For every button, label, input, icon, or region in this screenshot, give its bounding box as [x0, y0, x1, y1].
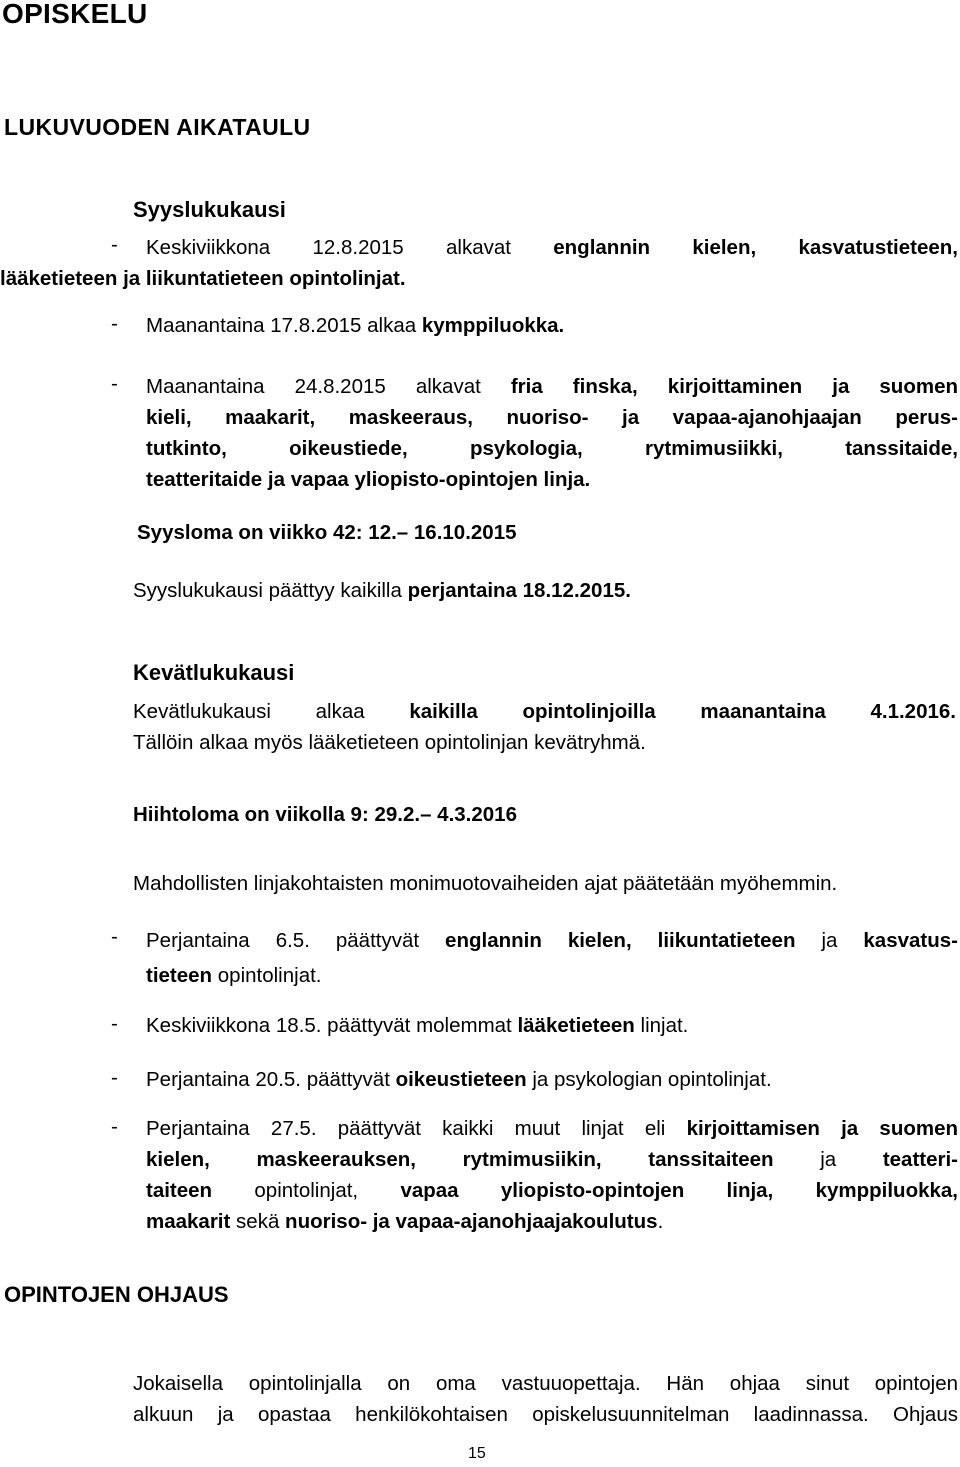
- list-dash: -: [111, 1012, 118, 1035]
- syysloma-note: Syysloma on viikko 42: 12.– 16.10.2015: [137, 521, 517, 544]
- syyslukukausi-end: Syyslukukausi päättyy kaikilla perjantaina 18.12.2015.: [133, 579, 631, 602]
- list-dash: -: [111, 233, 118, 256]
- list-item-line: kieli, maakarit, maskeeraus, nuoriso- ja vapaa-ajanohjaajan perus-: [146, 406, 958, 429]
- list-item-line: Perjantaina 27.5. päättyvät kaikki muut linjat eli kirjoittamisen ja suomen: [146, 1117, 959, 1140]
- list-item-kevat-1: [146, 923, 958, 993]
- list-dash: -: [111, 1066, 118, 1089]
- section-heading-aikataulu: LUKUVUODEN AIKATAULU: [4, 114, 311, 140]
- list-item-syys-2: Maanantaina 17.8.2015 alkaa kymppiluokka.: [146, 314, 565, 337]
- kevatlukukausi-start: [133, 696, 956, 758]
- section-heading-ohjaus: OPINTOJEN OHJAUS: [4, 1282, 229, 1307]
- monimuoto-note: Mahdollisten linjakohtaisten monimuotovaiheiden ajat päätetään myöhemmin.: [133, 872, 838, 895]
- hiihtoloma-note: Hiihtoloma on viikolla 9: 29.2.– 4.3.2016: [133, 803, 517, 826]
- list-item-syys-1: [0, 232, 958, 294]
- page-title: OPISKELU: [2, 0, 148, 29]
- list-dash: -: [111, 1115, 118, 1138]
- list-dash: -: [111, 312, 118, 335]
- list-item-line: teatteritaide ja vapaa yliopisto-opintojen linja.: [146, 468, 591, 491]
- list-item-line: Maanantaina 24.8.2015 alkavat fria finska, kirjoittaminen ja suomen: [146, 375, 958, 398]
- list-item-line: Keskiviikkona 12.8.2015 alkavat englannin kielen, kasvatustieteen,: [146, 236, 958, 259]
- list-item-line: kielen, maskeerauksen, rytmimusiikin, tanssitaiteen ja teatteri-: [146, 1148, 958, 1171]
- list-item-line: Perjantaina 6.5. päättyvät englannin kielen, liikuntatieteen ja kasvatus-: [146, 929, 958, 952]
- list-item-kevat-3: Perjantaina 20.5. päättyvät oikeustieteen ja psykologian opintolinjat.: [146, 1068, 772, 1091]
- list-dash: -: [111, 925, 118, 948]
- page-number: 15: [468, 1445, 486, 1462]
- ohjaus-paragraph: [133, 1368, 958, 1430]
- syyslukukausi-heading: Syyslukukausi: [133, 197, 286, 222]
- list-item-kevat-2: Keskiviikkona 18.5. päättyvät molemmat lääketieteen linjat.: [146, 1014, 689, 1037]
- list-item-syys-3: [146, 371, 958, 495]
- paragraph-line: Kevätlukukausi alkaa kaikilla opintolinjoilla maanantaina 4.1.2016.: [133, 700, 956, 723]
- list-item-line: lääketieteen ja liikuntatieteen opintolinjat.: [0, 267, 406, 290]
- list-item-kevat-4: [146, 1113, 958, 1237]
- list-item-line: maakarit sekä nuoriso- ja vapaa-ajanohjaajakoulutus.: [146, 1210, 664, 1233]
- list-dash: -: [111, 372, 118, 395]
- list-item-line: taiteen opintolinjat, vapaa yliopisto-opintojen linja, kymppiluokka,: [146, 1179, 958, 1202]
- list-item-line: tieteen opintolinjat.: [146, 964, 322, 987]
- paragraph-line: Jokaisella opintolinjalla on oma vastuuopettaja. Hän ohjaa sinut opintojen: [133, 1372, 958, 1395]
- paragraph-line: alkuun ja opastaa henkilökohtaisen opiskelusuunnitelman laadinnassa. Ohjaus: [133, 1403, 958, 1426]
- kevatlukukausi-heading: Kevätlukukausi: [133, 660, 295, 685]
- list-item-line: tutkinto, oikeustiede, psykologia, rytmimusiikki, tanssitaide,: [146, 437, 958, 460]
- paragraph-line: Tällöin alkaa myös lääketieteen opintolinjan kevätryhmä.: [133, 731, 646, 754]
